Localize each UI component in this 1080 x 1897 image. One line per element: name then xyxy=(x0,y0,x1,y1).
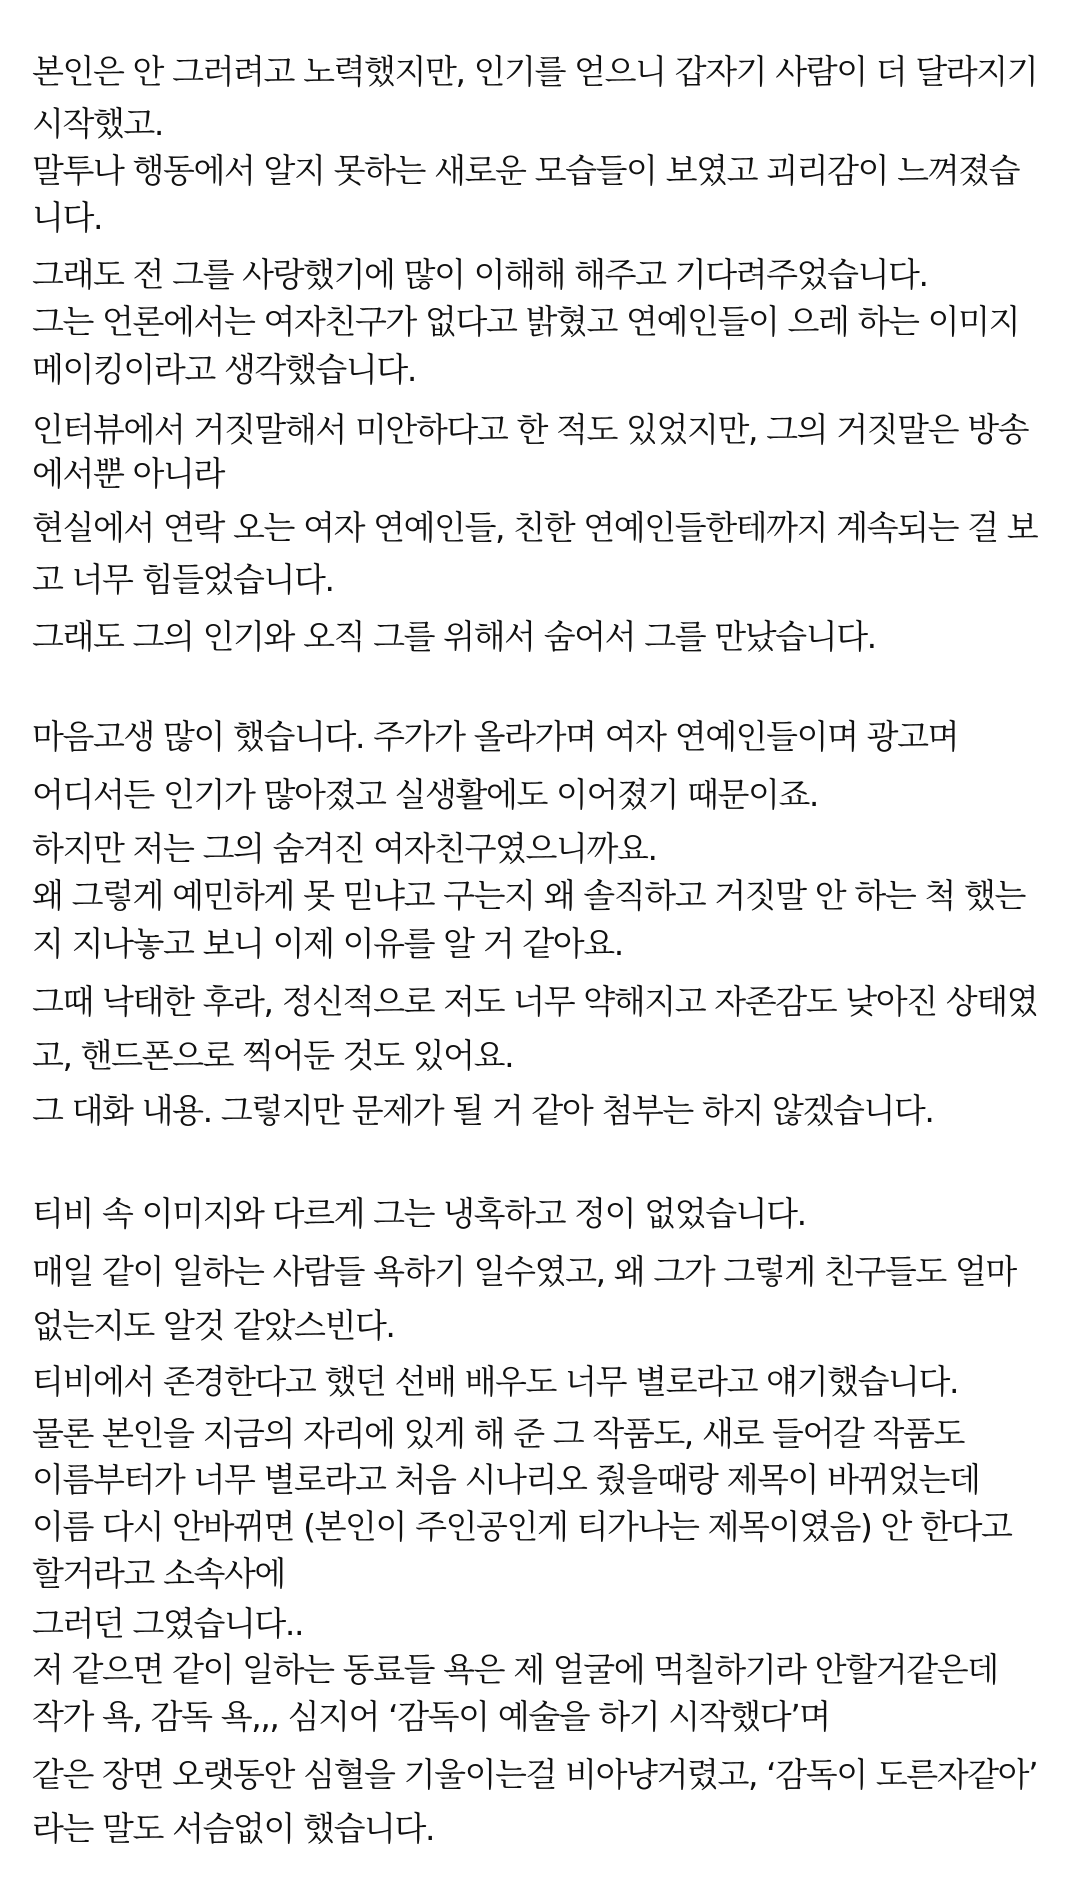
text-line: 물론 본인을 지금의 자리에 있게 해 준 그 작품도, 새로 들어갈 작품도 xyxy=(32,1414,964,1453)
text-line: 이름부터가 너무 별로라고 처음 시나리오 줬을때랑 제목이 바뀌었는데 xyxy=(32,1460,980,1499)
text-line: 할거라고 소속사에 xyxy=(32,1554,285,1593)
text-line: 현실에서 연락 오는 여자 연예인들, 친한 연예인들한테까지 계속되는 걸 보 xyxy=(32,508,1038,547)
text-line: 에서뿐 아니라 xyxy=(32,454,224,493)
text-line: 저 같으면 같이 일하는 동료들 욕은 제 얼굴에 먹칠하기라 안할거같은데 xyxy=(32,1650,998,1689)
text-line: 그 대화 내용. 그렇지만 문제가 될 거 같아 첨부는 하지 않겠습니다. xyxy=(32,1091,934,1130)
text-line: 그래도 그의 인기와 오직 그를 위해서 숨어서 그를 만났습니다. xyxy=(32,617,876,656)
text-line: 시작했고. xyxy=(32,104,164,143)
text-line: 그러던 그였습니다.. xyxy=(32,1604,304,1643)
text-line: 티비에서 존경한다고 했던 선배 배우도 너무 별로라고 얘기했습니다. xyxy=(32,1362,959,1401)
text-line: 인터뷰에서 거짓말해서 미안하다고 한 적도 있었지만, 그의 거짓말은 방송 xyxy=(32,410,1029,449)
text-line: 마음고생 많이 했습니다. 주가가 올라가며 여자 연예인들이며 광고며 xyxy=(32,717,959,756)
text-line: 그는 언론에서는 여자친구가 없다고 밝혔고 연예인들이 으레 하는 이미지 xyxy=(32,302,1020,341)
text-line: 왜 그렇게 예민하게 못 믿냐고 구는지 왜 솔직하고 거짓말 안 하는 척 했는 xyxy=(32,876,1025,915)
text-line: 그래도 전 그를 사랑했기에 많이 이해해 해주고 기다려주었습니다. xyxy=(32,255,928,294)
text-line: 지 지나놓고 보니 이제 이유를 알 거 같아요. xyxy=(32,924,623,963)
text-line: 니다. xyxy=(32,198,103,237)
text-line: 작가 욕, 감독 욕,,, 심지어 ‘감독이 예술을 하기 시작했다’며 xyxy=(32,1697,830,1736)
text-line: 그때 낙태한 후라, 정신적으로 저도 너무 약해지고 자존감도 낮아진 상태였 xyxy=(32,982,1038,1021)
text-line: 메이킹이라고 생각했습니다. xyxy=(32,350,416,389)
text-line: 라는 말도 서슴없이 했습니다. xyxy=(32,1809,435,1848)
text-line: 티비 속 이미지와 다르게 그는 냉혹하고 정이 없었습니다. xyxy=(32,1194,806,1233)
text-line: 본인은 안 그러려고 노력했지만, 인기를 얻으니 갑자기 사람이 더 달라지기 xyxy=(32,52,1038,91)
text-line: 이름 다시 안바뀌면 (본인이 주인공인게 티가나는 제목이였음) 안 한다고 xyxy=(32,1507,1012,1546)
text-line: 말투나 행동에서 알지 못하는 새로운 모습들이 보였고 괴리감이 느껴졌습 xyxy=(32,151,1020,190)
text-line: 하지만 저는 그의 숨겨진 여자친구였으니까요. xyxy=(32,829,657,868)
text-line: 매일 같이 일하는 사람들 욕하기 일수였고, 왜 그가 그렇게 친구들도 얼마 xyxy=(32,1252,1016,1291)
text-line: 고, 핸드폰으로 찍어둔 것도 있어요. xyxy=(32,1036,514,1075)
text-line: 없는지도 알것 같았스빈다. xyxy=(32,1306,395,1345)
text-line: 고 너무 힘들었습니다. xyxy=(32,560,334,599)
text-line: 어디서든 인기가 많아졌고 실생활에도 이어졌기 때문이죠. xyxy=(32,775,819,814)
text-line: 같은 장면 오랫동안 심혈을 기울이는걸 비아냥거렸고, ‘감독이 도른자같아’ xyxy=(32,1755,1038,1794)
